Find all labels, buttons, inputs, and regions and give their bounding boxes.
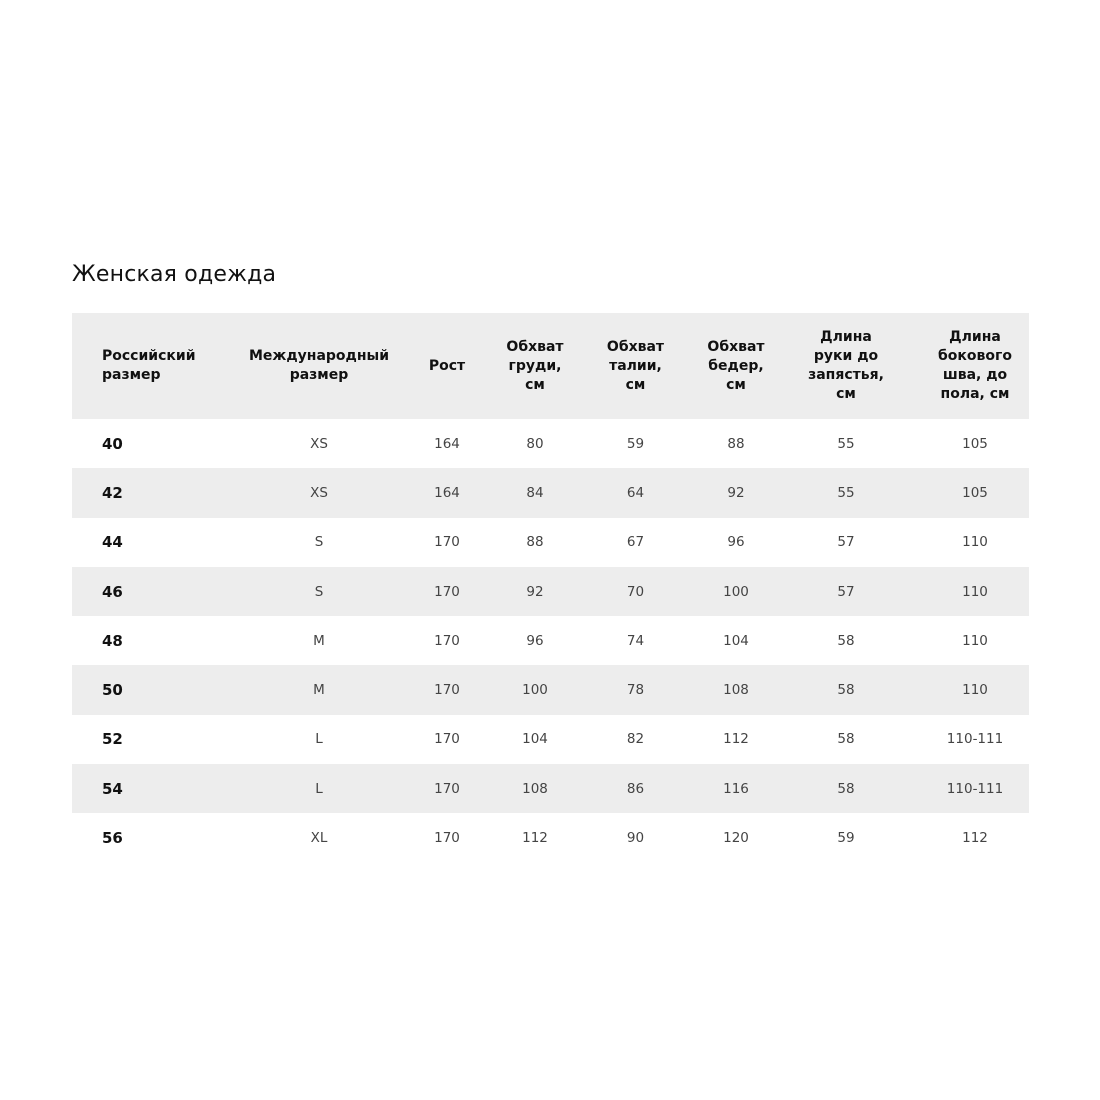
cell-russian-size: 56 [102, 829, 123, 848]
header-bust [500, 313, 570, 419]
cell-waist: 70 [626, 583, 645, 600]
cell-international-size: S [314, 534, 324, 551]
cell-waist: 67 [626, 534, 645, 551]
cell-international-size: XS [310, 484, 328, 501]
header-line: пола, см [940, 386, 1010, 402]
page-title: Женская одежда [72, 262, 277, 287]
cell-hips: 116 [723, 780, 749, 797]
cell-russian-size: 52 [102, 730, 123, 749]
cell-hips: 92 [727, 484, 745, 501]
cell-russian-size: 40 [102, 434, 123, 453]
header-hips [701, 313, 771, 419]
cell-bust: 104 [522, 731, 548, 748]
table-row [72, 419, 1029, 468]
header-line: Длина [949, 329, 1001, 345]
size-chart-table [72, 313, 1029, 863]
cell-hips: 96 [727, 534, 745, 551]
header-line: Рост [428, 357, 466, 374]
cell-waist: 64 [626, 484, 645, 501]
cell-hips: 112 [723, 731, 749, 748]
header-line: талии, [609, 357, 662, 374]
cell-waist: 59 [626, 435, 645, 452]
cell-russian-size: 54 [102, 779, 123, 798]
header-line: руки до [813, 348, 879, 364]
cell-side-seam-length: 110 [962, 632, 988, 649]
table-row [72, 813, 1029, 862]
cell-hips: 104 [723, 632, 749, 649]
cell-waist: 74 [626, 632, 645, 649]
cell-arm-length: 57 [837, 534, 855, 551]
cell-hips: 100 [723, 583, 749, 600]
table-row [72, 567, 1029, 616]
table-row [72, 468, 1029, 517]
cell-side-seam-length: 112 [962, 830, 988, 847]
header-line: Российский [102, 348, 196, 364]
header-line: см [726, 376, 746, 393]
cell-bust: 100 [522, 682, 548, 699]
header-line: груди, [508, 357, 562, 374]
cell-russian-size: 42 [102, 483, 123, 502]
cell-height: 170 [434, 583, 460, 600]
header-line: Обхват [506, 338, 564, 355]
cell-international-size: L [315, 731, 323, 748]
header-line: Обхват [606, 338, 665, 355]
cell-international-size: XS [310, 435, 328, 452]
cell-height: 164 [434, 435, 460, 452]
cell-russian-size: 44 [102, 533, 123, 552]
cell-arm-length: 59 [837, 830, 855, 847]
cell-international-size: S [314, 583, 324, 600]
header-row [72, 313, 1029, 419]
header-line: размер [289, 367, 349, 383]
header-line: см [625, 376, 646, 393]
cell-arm-length: 55 [837, 484, 855, 501]
cell-side-seam-length: 105 [962, 435, 988, 452]
header-line: Длина [820, 329, 872, 345]
header-line: бедер, [708, 357, 764, 374]
table-row [72, 616, 1029, 665]
cell-russian-size: 50 [102, 681, 123, 700]
cell-arm-length: 58 [837, 780, 855, 797]
cell-height: 170 [434, 682, 460, 699]
cell-arm-length: 55 [837, 435, 855, 452]
header-line: шва, до [942, 367, 1008, 383]
cell-hips: 88 [727, 435, 745, 452]
header-side-seam-length [921, 313, 1029, 419]
table-row [72, 518, 1029, 567]
header-line: см [525, 376, 545, 393]
cell-hips: 120 [723, 830, 749, 847]
cell-bust: 108 [522, 780, 548, 797]
cell-height: 170 [434, 731, 460, 748]
cell-bust: 84 [526, 484, 544, 501]
table-row [72, 715, 1029, 764]
header-line: см [836, 386, 856, 402]
cell-bust: 80 [526, 435, 544, 452]
cell-bust: 96 [526, 632, 544, 649]
header-waist [570, 313, 701, 419]
cell-side-seam-length: 110 [962, 682, 988, 699]
cell-side-seam-length: 110-111 [946, 731, 1004, 748]
table-row [72, 764, 1029, 813]
header-line: бокового [938, 348, 1012, 364]
cell-side-seam-length: 110 [962, 534, 988, 551]
cell-hips: 108 [723, 682, 749, 699]
cell-international-size: L [315, 780, 323, 797]
cell-side-seam-length: 105 [962, 484, 988, 501]
cell-arm-length: 58 [837, 682, 855, 699]
cell-height: 170 [434, 632, 460, 649]
cell-bust: 92 [526, 583, 544, 600]
table-row [72, 665, 1029, 714]
cell-waist: 78 [626, 682, 645, 699]
cell-bust: 112 [522, 830, 548, 847]
table-header [72, 313, 1029, 419]
cell-international-size: M [313, 632, 325, 649]
cell-height: 170 [434, 830, 460, 847]
cell-international-size: M [313, 682, 325, 699]
header-russian-size [72, 313, 244, 419]
cell-height: 164 [434, 484, 460, 501]
cell-bust: 88 [526, 534, 544, 551]
header-height [394, 313, 500, 419]
cell-arm-length: 57 [837, 583, 855, 600]
header-international-size [244, 313, 394, 419]
cell-height: 170 [434, 780, 460, 797]
header-line: Обхват [707, 338, 765, 355]
cell-side-seam-length: 110 [962, 583, 988, 600]
header-line: Международный [249, 348, 389, 364]
cell-waist: 90 [626, 830, 645, 847]
cell-waist: 82 [626, 731, 645, 748]
cell-russian-size: 48 [102, 631, 123, 650]
cell-arm-length: 58 [837, 731, 855, 748]
cell-russian-size: 46 [102, 582, 123, 601]
header-line: запястья, [808, 367, 884, 383]
cell-height: 170 [434, 534, 460, 551]
header-arm-length [771, 313, 921, 419]
table-body [72, 419, 1029, 863]
cell-international-size: XL [310, 830, 328, 847]
cell-arm-length: 58 [837, 632, 855, 649]
header-line: размер [102, 367, 161, 383]
cell-side-seam-length: 110-111 [946, 780, 1004, 797]
cell-waist: 86 [626, 780, 645, 797]
